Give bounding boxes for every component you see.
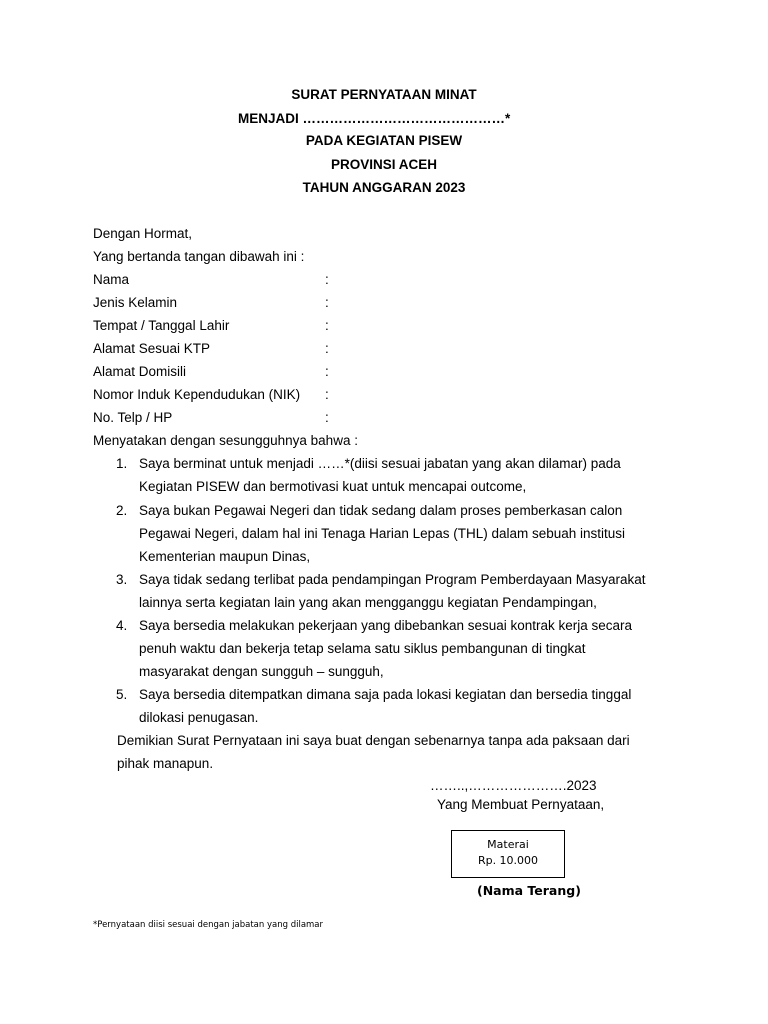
list-number: 4. xyxy=(116,618,128,633)
field-row xyxy=(93,318,229,334)
list-item-line: Saya bersedia melakukan pekerjaan yang dibebankan sesuai kontrak kerja secara xyxy=(139,618,633,633)
field-row xyxy=(93,387,300,403)
doc-title-line2: MENJADI ………………………………………* xyxy=(238,111,511,126)
closing-line: pihak manapun. xyxy=(117,756,214,771)
field-colon: : xyxy=(325,318,329,333)
list-item-line: Saya berminat untuk menjadi ……*(diisi sesuai jabatan yang akan dilamar) pada xyxy=(139,456,621,471)
signature-date: ……..,………………….2023 xyxy=(430,778,597,793)
statement-intro: Menyatakan dengan sesungguhnya bahwa : xyxy=(93,433,358,448)
field-colon: : xyxy=(325,295,329,310)
field-row xyxy=(93,364,186,380)
list-number: 1. xyxy=(116,456,128,471)
field-colon: : xyxy=(325,341,329,356)
field-row xyxy=(93,272,129,288)
closing-line: Demikian Surat Pernyataan ini saya buat dengan sebenarnya tanpa ada paksaan dari xyxy=(117,733,630,748)
stamp-line1: Materai xyxy=(487,838,529,851)
list-item-line: Pegawai Negeri, dalam hal ini Tenaga Harian Lepas (THL) dalam sebuah institusi xyxy=(139,526,626,541)
list-item-line: Kementerian maupun Dinas, xyxy=(139,549,311,564)
list-item-line: Saya tidak sedang terlibat pada pendampingan Program Pemberdayaan Masyarakat xyxy=(139,572,646,587)
field-row xyxy=(93,410,172,426)
field-label: No. Telp / HP xyxy=(93,410,173,425)
stamp-line2: Rp. 10.000 xyxy=(477,854,539,867)
list-item-line: Saya bersedia ditempatkan dimana saja pada lokasi kegiatan dan bersedia tinggal xyxy=(139,687,632,702)
footnote: *Pernyataan diisi sesuai dengan jabatan yang dilamar xyxy=(93,920,324,930)
field-label: Alamat Sesuai KTP xyxy=(93,341,211,356)
doc-title-line3: PADA KEGIATAN PISEW xyxy=(305,133,463,148)
field-colon: : xyxy=(325,364,329,379)
list-item-line: lainnya serta kegiatan lain yang akan mengganggu kegiatan Pendampingan, xyxy=(139,595,597,610)
list-item-line: Saya bukan Pegawai Negeri dan tidak sedang dalam proses pemberkasan calon xyxy=(139,503,623,518)
list-number: 3. xyxy=(116,572,128,587)
intro-text: Yang bertanda tangan dibawah ini : xyxy=(93,249,305,264)
field-row xyxy=(93,295,177,311)
signature-label: Yang Membuat Pernyataan, xyxy=(437,797,605,812)
field-label: Nomor Induk Kependudukan (NIK) xyxy=(93,387,301,402)
list-item-line: masyarakat dengan sungguh – sungguh, xyxy=(139,664,384,679)
doc-title-line5: TAHUN ANGGARAN 2023 xyxy=(302,180,466,195)
field-row xyxy=(93,341,210,357)
signatory-name: (Nama Terang) xyxy=(477,883,581,898)
list-item-line: dilokasi penugasan. xyxy=(139,710,259,725)
field-colon: : xyxy=(325,387,329,402)
field-colon: : xyxy=(325,272,329,287)
doc-title-line1: SURAT PERNYATAAN MINAT xyxy=(291,87,477,102)
list-item-line: penuh waktu dan bekerja tetap selama satu siklus pembangunan di tingkat xyxy=(139,641,586,656)
list-number: 2. xyxy=(116,503,128,518)
list-item-line: Kegiatan PISEW dan bermotivasi kuat untuk mencapai outcome, xyxy=(139,479,527,494)
field-label: Tempat / Tanggal Lahir xyxy=(93,318,230,333)
stamp-box xyxy=(451,830,565,878)
field-label: Nama xyxy=(93,272,130,287)
doc-title-line4: PROVINSI ACEH xyxy=(330,157,438,172)
field-colon: : xyxy=(325,410,329,425)
field-label: Alamat Domisili xyxy=(93,364,187,379)
greeting: Dengan Hormat, xyxy=(93,226,193,241)
list-number: 5. xyxy=(116,687,128,702)
field-label: Jenis Kelamin xyxy=(93,295,178,310)
